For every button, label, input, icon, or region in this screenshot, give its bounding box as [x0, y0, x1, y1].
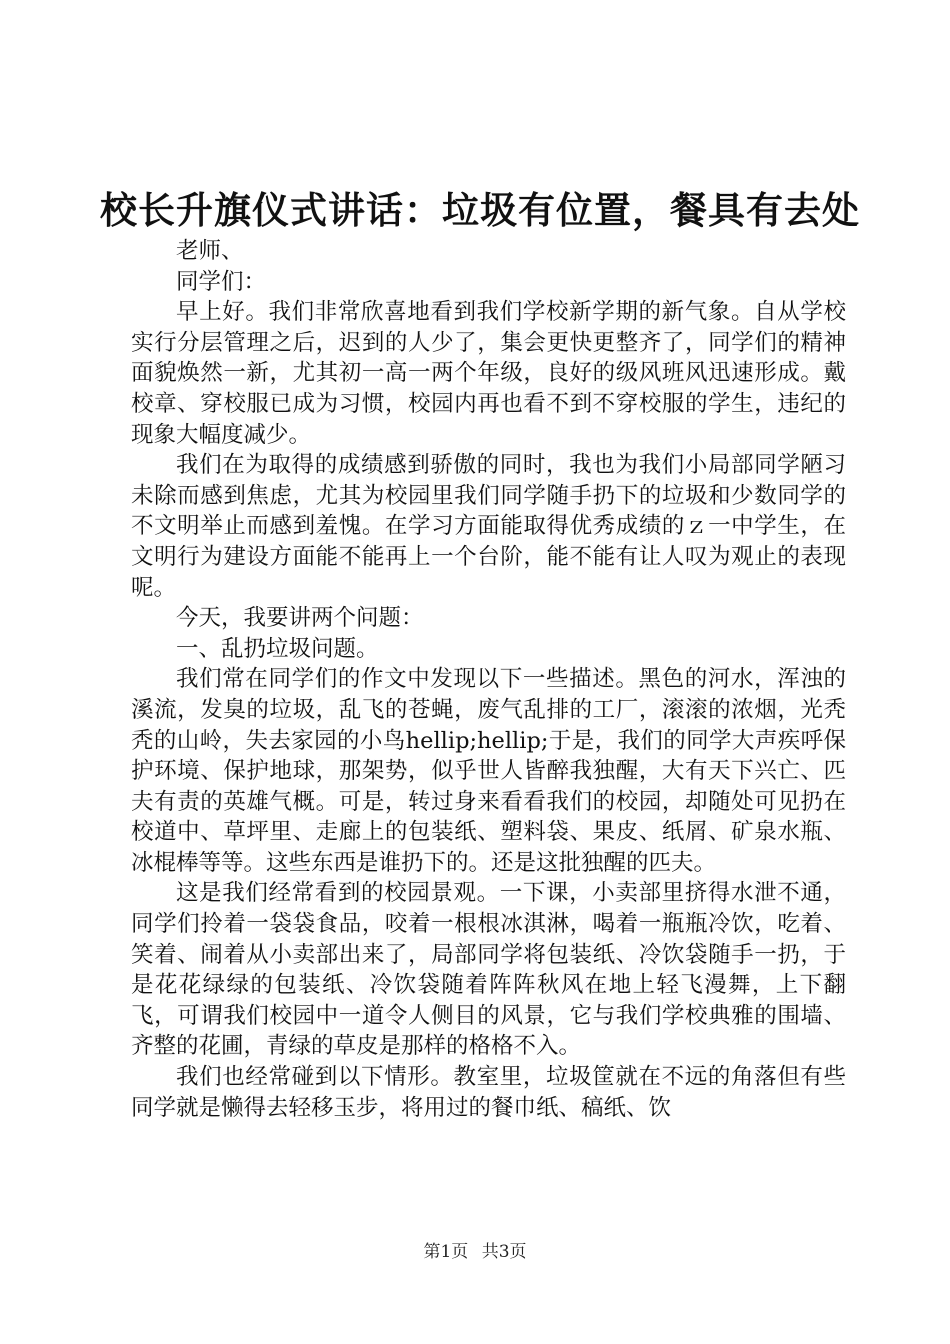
- document-title: 校长升旗仪式讲话：垃圾有位置，餐具有去处: [100, 188, 860, 232]
- paragraph-salutation-teachers: 老师、: [176, 238, 244, 264]
- paragraph-salutation-students: 同学们：: [176, 268, 267, 295]
- paragraph-section-heading: 一、乱扔垃圾问题。: [176, 635, 379, 662]
- page-footer: [0, 1240, 950, 1264]
- paragraph-campus-scene: 这是我们经常看到的校园景观。一下课，小卖部里挤得水泄不通，同学们拎着一袋袋食品，咬着一根根冰淇淋，喝着一瓶瓶冷饮，吃着、笑着、闹着从小卖部出来了，局部同学将包装纸、冷饮袋随手一扔，于是花花绿绿的包装纸、冷饮袋随着阵阵秋风在地上轻飞漫舞，上下翻飞，可谓我们校园中一道令人侧目的风景，它与我们学校典雅的围墙、齐整的花圃，青绿的草皮是那样的格格不入。: [131, 880, 846, 1060]
- paragraph-greeting: 早上好。我们非常欣喜地看到我们学校新学期的新气象。自从学校实行分层管理之后，迟到的人少了，集会更快更整齐了，同学们的精神面貌焕然一新，尤其初一高一两个年级，良好的级风班风迅速形成。戴校章、穿校服已成为习惯，校园内再也看不到不穿校服的学生，违纪的现象大幅度减少。: [131, 299, 846, 448]
- document-body: [131, 236, 846, 1181]
- paragraph-litter-description: 我们常在同学们的作文中发现以下一些描述。黑色的河水，浑浊的溪流，发臭的垃圾，乱飞的苍蝇，废气乱排的工厂，滚滚的浓烟，光秃秃的山岭，失去家园的小鸟hellip;hellip;于是，我们的同学大声疾呼保护环境、保护地球，那架势，似乎世人皆醉我独醒，大有天下兴亡、匹夫有责的英雄气概。可是，转过身来看看我们的校园，却随处可见扔在校道中、草坪里、走廊上的包装纸、塑料袋、果皮、纸屑、矿泉水瓶、冰棍棒等等。这些东西是谁扔下的。还是这批独醒的匹夫。: [131, 666, 846, 876]
- page-total: 共3页: [481, 1242, 527, 1262]
- paragraph-classroom-scene: 我们也经常碰到以下情形。教室里，垃圾筐就在不远的角落但有些同学就是懒得去轻移玉步，将用过的餐巾纸、稿纸、饮: [131, 1064, 846, 1121]
- paragraph-topic-intro: 今天，我要讲两个问题：: [176, 605, 424, 632]
- page-number: 第1页: [423, 1242, 469, 1262]
- paragraph-concern: 我们在为取得的成绩感到骄傲的同时，我也为我们小局部同学陋习未除而感到焦虑，尤其为校园里我们同学随手扔下的垃圾和少数同学的不文明举止而感到羞愧。在学习方面能取得优秀成绩的ｚ一中学生，在文明行为建设方面能不能再上一个台阶，能不能有让人叹为观止的表现呢。: [131, 452, 846, 601]
